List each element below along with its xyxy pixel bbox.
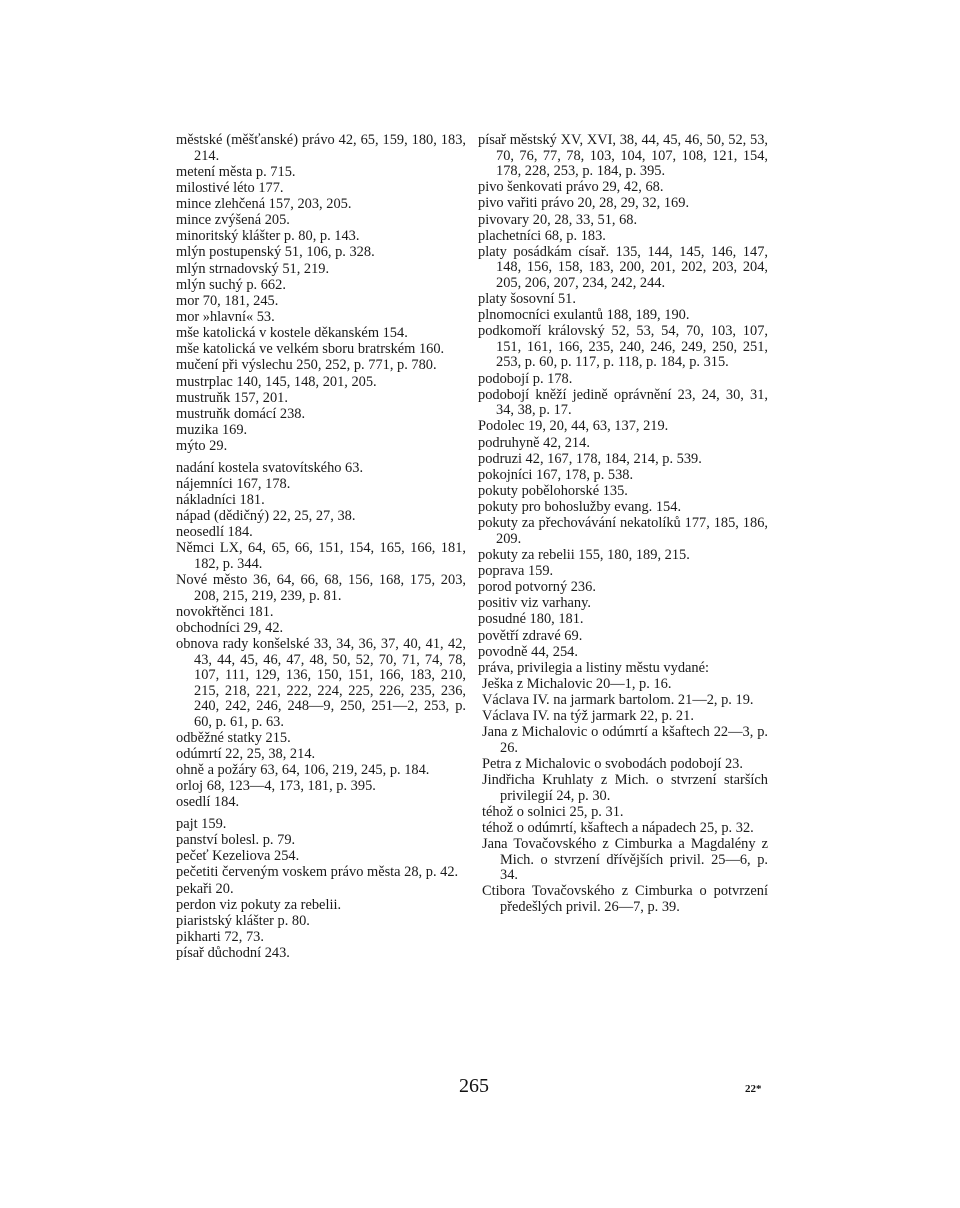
index-entry: pajt 159. — [176, 815, 227, 832]
index-entry: mustruňk domácí 238. — [176, 405, 306, 422]
index-entry: pekaři 20. — [176, 880, 234, 897]
index-entry: podruzi 42, 167, 178, 184, 214, p. 539. — [478, 450, 702, 467]
index-entry: plachetníci 68, p. 183. — [478, 227, 606, 244]
index-entry: pečetiti červeným voskem právo města 28, p. 42. — [176, 864, 459, 881]
index-entry: mlýn suchý p. 662. — [176, 276, 286, 293]
index-entry: poprava 159. — [478, 563, 554, 580]
index-entry: mýto 29. — [176, 438, 228, 455]
index-entry: pikharti 72, 73. — [176, 928, 264, 945]
index-entry: odúmrtí 22, 25, 38, 214. — [176, 746, 316, 762]
index-entry: nadání kostela svatovítského 63. — [176, 459, 364, 476]
index-entry: posudné 180, 181. — [478, 611, 584, 628]
index-entry: mustruňk 157, 201. — [176, 389, 288, 406]
index-entry: metení města p. 715. — [176, 163, 296, 180]
index-entry: Němci LX, 64, 65, 66, 151, 154, 165, 166, 181, 182, p. 344. — [176, 540, 466, 572]
printer-signature-mark: 22* — [745, 1083, 762, 1095]
index-column-left — [176, 133, 466, 962]
index-entry: neosedlí 184. — [176, 524, 253, 541]
index-entry: pokuty za rebelii 155, 180, 189, 215. — [478, 546, 690, 563]
index-entry: mučení při výslechu 250, 252, p. 771, p. 780. — [176, 357, 437, 374]
index-entry: písař městský XV, XVI, 38, 44, 45, 46, 50, 52, 53, 70, 76, 77, 78, 103, 104, 107, 108, 121, 154, 178, 228, 253, p. 184, p. 395. — [478, 132, 768, 180]
index-entry: písař důchodní 243. — [176, 945, 290, 962]
index-entry: positiv viz varhany. — [478, 595, 591, 612]
index-entry: Nové město 36, 64, 66, 68, 156, 168, 175, 203, 208, 215, 219, 239, p. 81. — [176, 572, 466, 604]
index-subentry: Václava IV. na jarmark bartolom. 21—2, p. 19. — [482, 692, 754, 709]
index-entry: pokuty pobělohorské 135. — [478, 482, 628, 499]
index-entry: mor 70, 181, 245. — [176, 292, 279, 309]
index-entry: pivo šenkovati právo 29, 42, 68. — [478, 179, 664, 196]
index-subentry: Jana Tovačovského z Cimburka a Magdalény z Mich. o stvrzení dřívějších privil. 25—6, p. 34. — [482, 836, 768, 884]
index-entry: nákladníci 181. — [176, 491, 265, 508]
index-entry: mor »hlavní« 53. — [176, 308, 275, 325]
index-entry: mše katolická ve velkém sboru bratrském 160. — [176, 341, 445, 358]
index-entry: mše katolická v kostele děkanském 154. — [176, 325, 408, 342]
index-entry: perdon viz pokuty za rebelii. — [176, 896, 342, 913]
index-entry: porod potvorný 236. — [478, 579, 596, 596]
index-entry: ohně a požáry 63, 64, 106, 219, 245, p. 184. — [176, 762, 430, 779]
index-subentry: Jana z Michalovic o odúmrtí a kšaftech 22—3, p. 26. — [482, 724, 768, 756]
index-entry: odběžné statky 215. — [176, 729, 291, 746]
index-entry: mince zlehčená 157, 203, 205. — [176, 195, 352, 212]
index-entry: muzika 169. — [176, 421, 248, 438]
index-subentry: Ješka z Michalovic 20—1, p. 16. — [482, 676, 672, 693]
index-entry: nájemníci 167, 178. — [176, 475, 291, 492]
index-subentry: téhož o solnici 25, p. 31. — [482, 803, 624, 820]
index-entry: milostivé léto 177. — [176, 179, 284, 196]
index-entry: pivovary 20, 28, 33, 51, 68. — [478, 211, 638, 228]
index-entry: orloj 68, 123—4, 173, 181, p. 395. — [176, 778, 376, 795]
index-entry: podobojí p. 178. — [478, 370, 573, 387]
index-entry: podobojí kněží jedině oprávnění 23, 24, 30, 31, 34, 38, p. 17. — [478, 386, 768, 419]
index-subentry: Ctibora Tovačovského z Cimburka o potvrzení předešlých privil. 26—7, p. 39. — [482, 883, 768, 916]
index-subentry: Jindřicha Kruhlaty z Mich. o stvrzení starších privilegií 24, p. 30. — [482, 772, 768, 804]
index-entry: povodně 44, 254. — [478, 643, 578, 660]
index-entry: pivo vařiti právo 20, 28, 29, 32, 169. — [478, 195, 690, 212]
index-subentry: Václava IV. na týž jarmark 22, p. 21. — [482, 708, 694, 725]
index-entry: piaristský klášter p. 80. — [176, 912, 310, 929]
index-entry: městské (měšťanské) právo 42, 65, 159, 180, 183, 214. — [176, 132, 466, 164]
index-entry: podruhyně 42, 214. — [478, 434, 590, 451]
index-entry: panství bolesl. p. 79. — [176, 832, 296, 849]
index-entry: pečeť Kezeliova 254. — [176, 848, 300, 865]
index-entry: novokřtěnci 181. — [176, 603, 274, 620]
index-entry: osedlí 184. — [176, 794, 240, 811]
index-entry: práva, privilegia a listiny městu vydané: — [478, 659, 709, 676]
index-entry: minoritský klášter p. 80, p. 143. — [176, 228, 360, 245]
index-subentry: téhož o odúmrtí, kšaftech a nápadech 25, p. 32. — [482, 820, 754, 837]
index-entry: pokuty za přechovávání nekatolíků 177, 185, 186, 209. — [478, 515, 768, 547]
index-entry: obchodníci 29, 42. — [176, 619, 284, 636]
index-entry: platy posádkám císař. 135, 144, 145, 146, 147, 148, 156, 158, 183, 200, 201, 202, 203, 204, 205, 206, 207, 234, 242, 244. — [478, 243, 768, 291]
index-entry: podkomoří královský 52, 53, 54, 70, 103, 107, 151, 161, 166, 235, 240, 246, 249, 250, 251, 253, p. 60, p. 117, p. 118, p. 184, p. 315. — [478, 323, 768, 371]
index-entry: plnomocníci exulantů 188, 189, 190. — [478, 307, 690, 324]
index-entry: mlýn postupenský 51, 106, p. 328. — [176, 244, 375, 261]
index-entry: pokojníci 167, 178, p. 538. — [478, 466, 634, 483]
index-entry: mustrplac 140, 145, 148, 201, 205. — [176, 373, 377, 390]
index-entry: mince zvýšená 205. — [176, 212, 290, 229]
page-number: 265 — [459, 1075, 489, 1097]
index-entry: platy šosovní 51. — [478, 291, 576, 308]
index-entry: pokuty pro bohoslužby evang. 154. — [478, 499, 682, 516]
index-entry: obnova rady konšelské 33, 34, 36, 37, 40, 41, 42, 43, 44, 45, 46, 47, 48, 50, 52, 70, 71, 74, 78, 107, 111, 129, 136, 150, 151, 166, 183, 210, 215, 218, 221, 222, 224, 225, 226, 235, 236, 240, 242, 246, 248—9, 250, 251—2, 253, p. 60, p. 61, p. 63. — [176, 635, 466, 730]
index-subentry: Petra z Michalovic o svobodách podobojí 23. — [482, 756, 743, 773]
index-entry: povětří zdravé 69. — [478, 627, 583, 644]
index-column-right — [478, 133, 768, 916]
index-entry: mlýn strnadovský 51, 219. — [176, 260, 330, 277]
index-entry: Podolec 19, 20, 44, 63, 137, 219. — [478, 418, 669, 435]
index-entry: nápad (dědičný) 22, 25, 27, 38. — [176, 508, 356, 525]
